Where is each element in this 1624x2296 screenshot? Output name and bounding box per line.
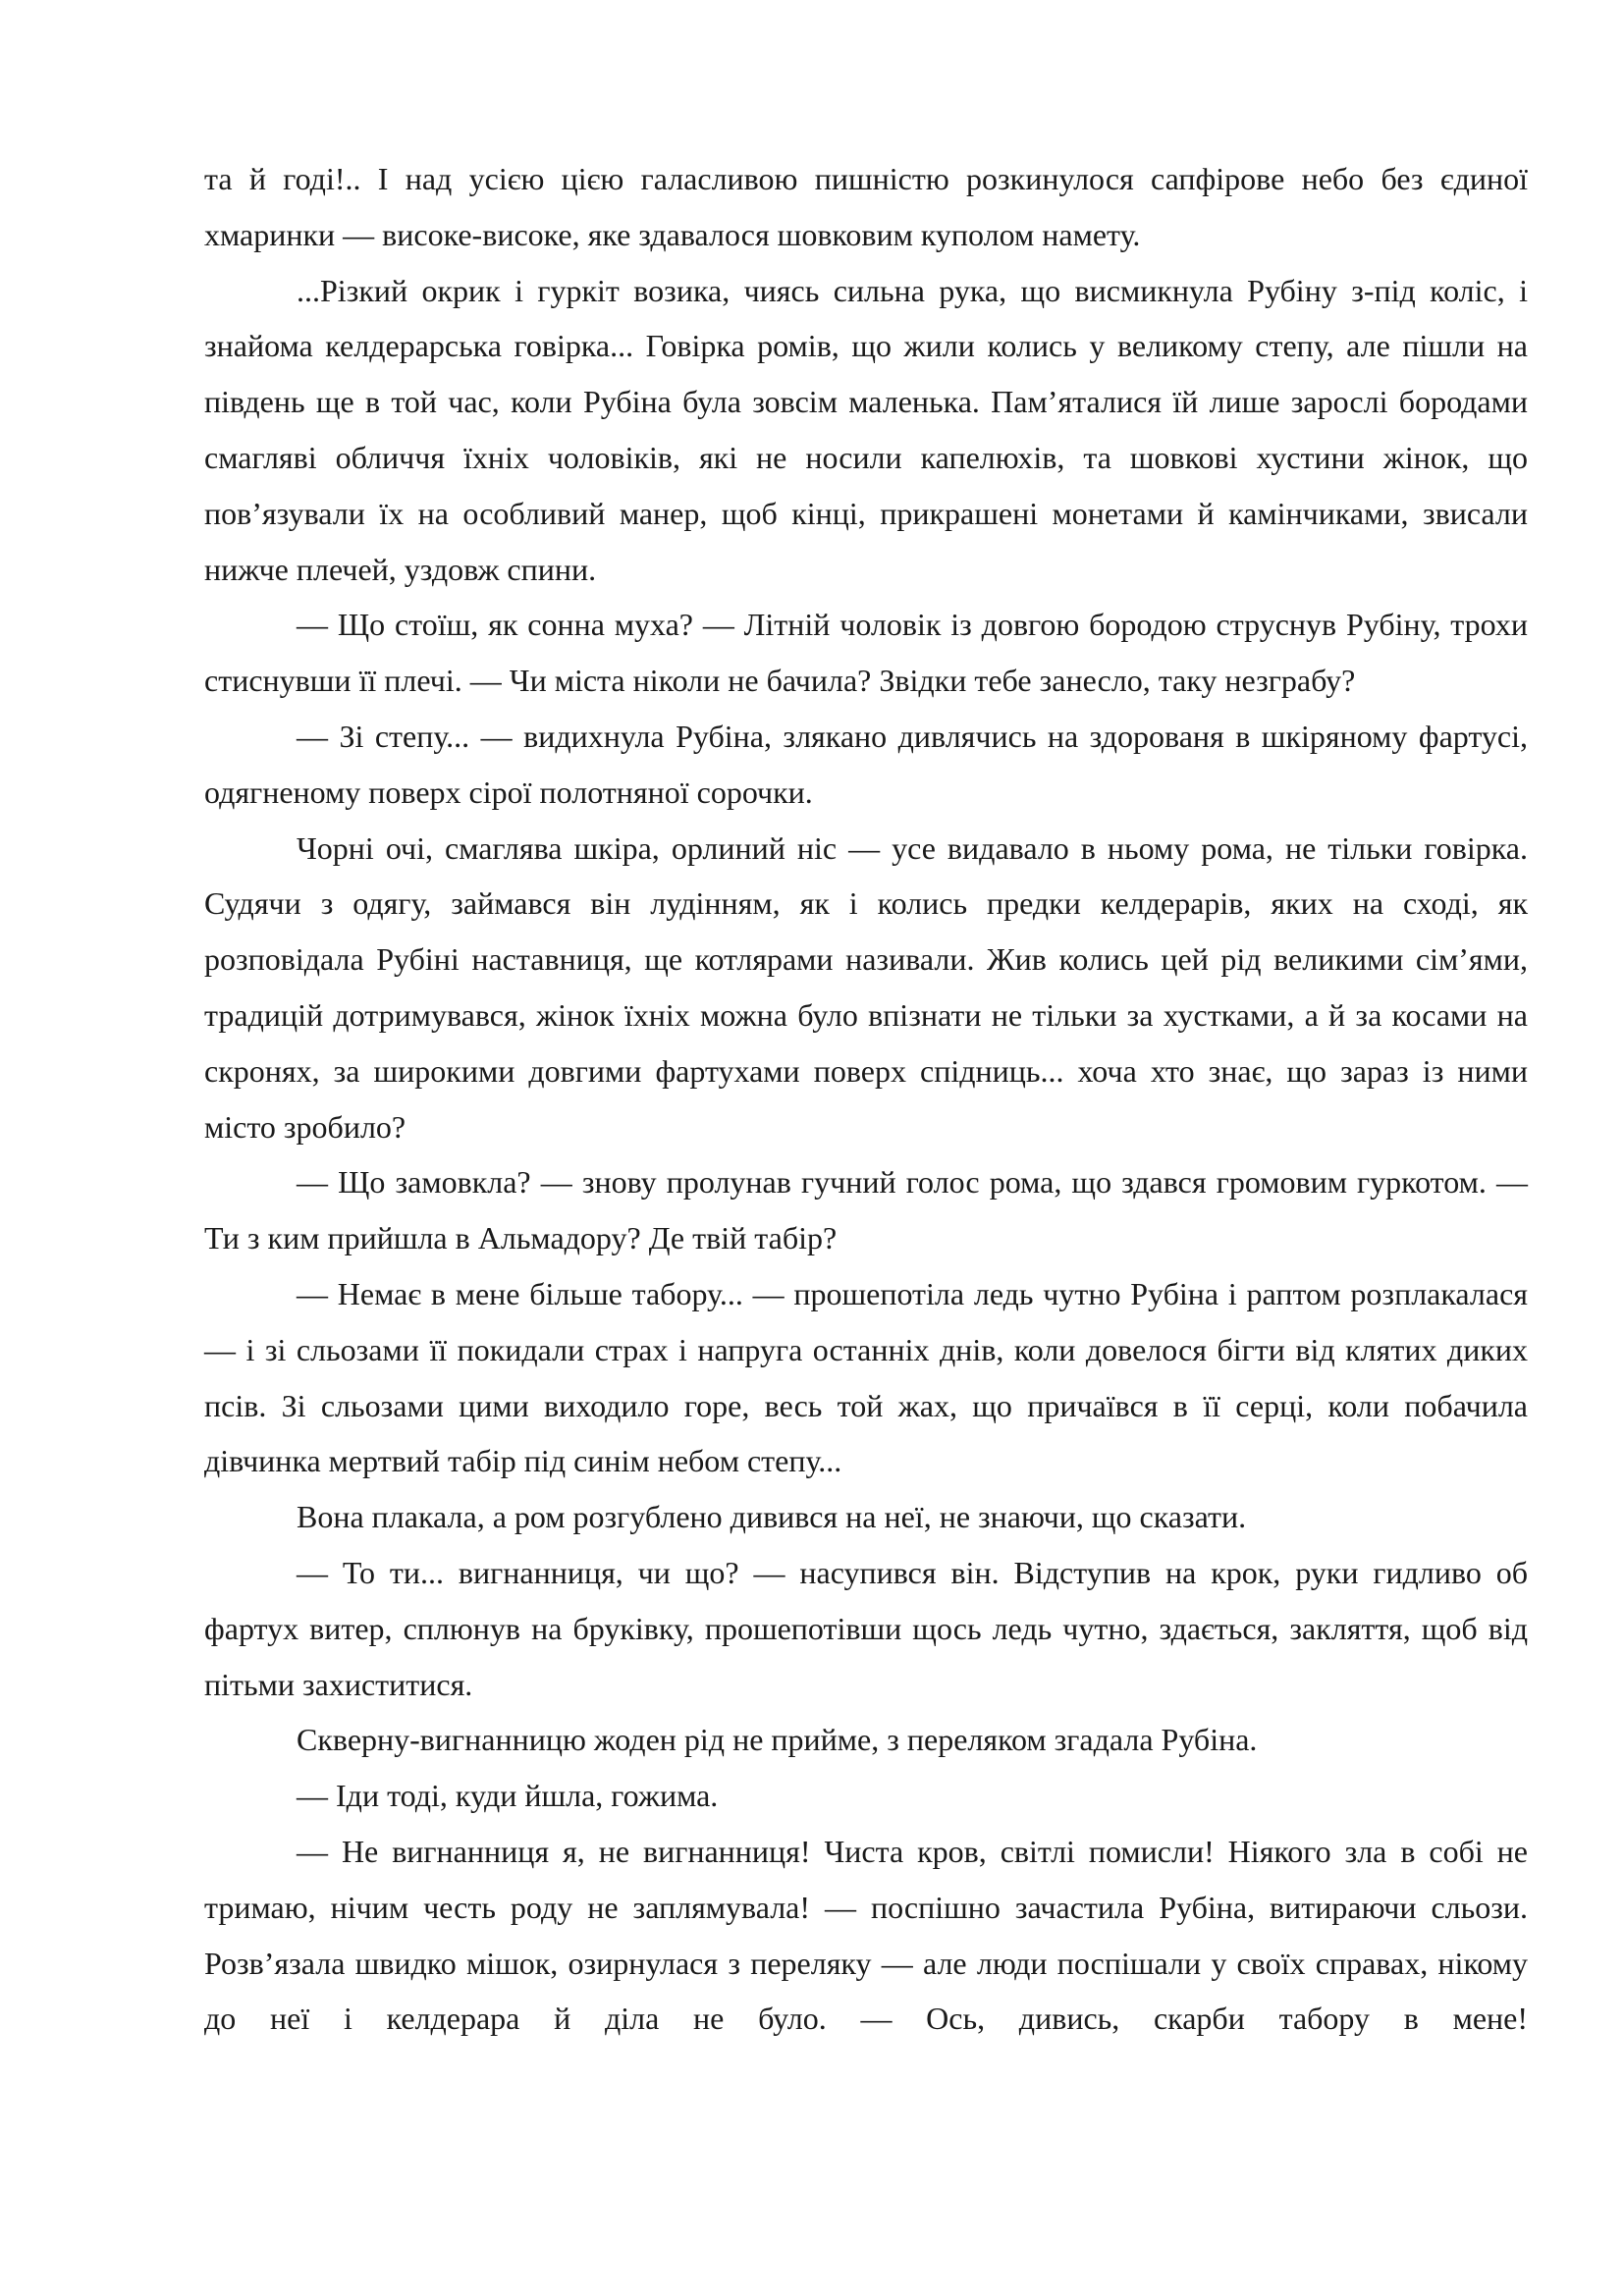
dialogue-paragraph: — Зі степу... — видихнула Рубіна, злякано дивлячись на здорованя в шкіряному фартусі, одягненому поверх сірої полотняної сорочки.	[204, 718, 1528, 810]
dialogue-paragraph: — Немає в мене більше табору... — прошепотіла ледь чутно Рубіна і раптом розплакалася — і зі сльозами її покидали страх і напруга останніх днів, коли довелося бігти від клятих диких псів. Зі сльозами цими виходило горе, весь той жах, що причаївся в її серці, коли побачила дівчинка мертвий табір під синім небом степу...	[204, 1275, 1528, 1479]
dialogue-paragraph: — Іди тоді, куди йшла, гожима.	[297, 1778, 719, 1814]
paragraph: Чорні очі, смаглява шкіра, орлиний ніс — усе видавало в ньому рома, не тільки говірка. Судячи з одягу, займався він лудінням, як і колись предки келдерарів, яких на сході, як розповідала Рубіні наставниця, ще котлярами називали. Жив колись цей рід великими сім’ями, традицій дотримувався, жінок їхніх можна було впізнати не тільки за хустками, а й за косами на скронях, за широкими довгими фартухами поверх спідниць... хоча хто знає, що зараз із ними місто зробило?	[204, 829, 1528, 1145]
paragraph: Скверну-вигнанницю жоден рід не прийме, з переляком згадала Рубіна.	[297, 1722, 1258, 1758]
dialogue-paragraph: — Що стоїш, як сонна муха? — Літній чоловік із довгою бородою струснув Рубіну, трохи стиснувши її плечі. — Чи міста ніколи не бачила? Звідки тебе занесло, таку незграбу?	[204, 607, 1528, 699]
paragraph: Вона плакала, а ром розгублено дивився на неї, не знаючи, що сказати.	[297, 1499, 1247, 1535]
text-body	[204, 151, 1528, 2047]
dialogue-paragraph: — Що замовкла? — знову пролунав гучний голос рома, що здався громовим гуркотом. — Ти з ким прийшла в Альмадору? Де твій табір?	[204, 1164, 1528, 1256]
dialogue-paragraph: — Не вигнанниця я, не вигнанниця! Чиста кров, світлі помисли! Ніякого зла в собі не тримаю, нічим честь роду не заплямувала! — поспішно зачастила Рубіна, витираючи сльози. Розв’язала швидко мішок, озирнулася з переляку — але люди поспішали у своїх справах, нікому до неї і келдерара й діла не було. — Ось, дивись, скарби табору в мене!	[204, 1833, 1528, 2037]
dialogue-paragraph: — То ти... вигнанниця, чи що? — насупився він. Відступив на крок, руки гидливо об фартух витер, сплюнув на бруківку, прошепотівши щось ледь чутно, здається, закляття, щоб від пітьми захиститися.	[204, 1554, 1528, 1702]
paragraph: ...Різкий окрик і гуркіт возика, чиясь сильна рука, що висмикнула Рубіну з-під коліс, і знайома келдерарська говірка... Говірка ромів, що жили колись у великому степу, але пішли на південь ще в той час, коли Рубіна була зовсім маленька. Пам’яталися їй лише зарослі бородами смагляві обличчя їхніх чоловіків, які не носили капелюхів, та шовкові хустини жінок, що пов’язували їх на особливий манер, щоб кінці, прикрашені монетами й камінчиками, звисали нижче плечей, уздовж спини.	[204, 272, 1528, 587]
paragraph-continuation: та й годі!.. І над усією цією галасливою пишністю розкинулося сапфірове небо без єдиної хмаринки — високе-високе, яке здавалося шовковим куполом намету.	[204, 161, 1528, 252]
